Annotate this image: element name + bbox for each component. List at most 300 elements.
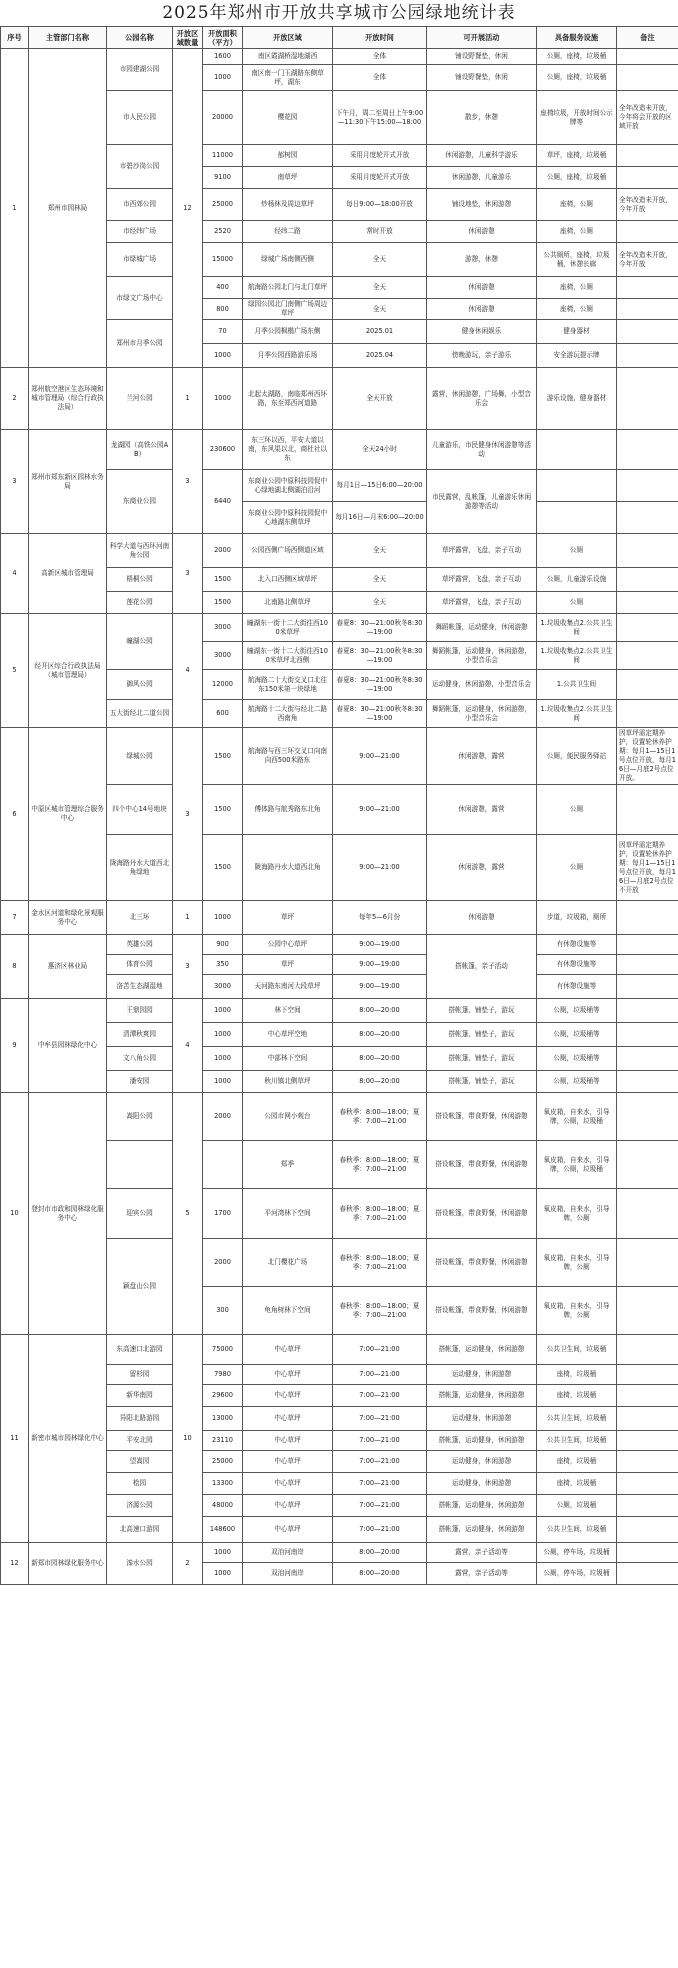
park-name: 新华南园 — [107, 1385, 173, 1407]
open-area: 1500 — [203, 835, 243, 901]
open-hours: 7:00—21:00 — [333, 1431, 427, 1451]
open-hours: 全体 — [333, 49, 427, 65]
open-area: 1500 — [203, 728, 243, 785]
remarks — [617, 1495, 678, 1517]
remarks — [617, 1287, 678, 1335]
remarks — [617, 502, 678, 534]
park-name: 北三环 — [107, 901, 173, 935]
service-facilities: 公厕 — [537, 785, 617, 835]
open-hours: 每月1日—15日6:00—20:00 — [333, 470, 427, 502]
park-statistics-table — [0, 26, 678, 1585]
remarks — [617, 1431, 678, 1451]
department-name: 新郑市园林绿化服务中心 — [29, 1543, 107, 1585]
activities: 休闲游憩 — [427, 299, 537, 320]
activities: 搭帐篷，运动健身，休闲游憩 — [427, 1517, 537, 1543]
remarks — [617, 1517, 678, 1543]
service-facilities: 公厕，停车场，垃圾桶 — [537, 1563, 617, 1585]
service-facilities: 草坪，座椅，垃圾桶 — [537, 145, 617, 167]
remarks — [617, 534, 678, 568]
open-hours: 每年5—6月份 — [333, 901, 427, 935]
open-region: 林下空间 — [243, 999, 333, 1023]
open-hours: 春夏8：30—21:00秋冬8:30—19:00 — [333, 642, 427, 670]
open-area: 20000 — [203, 91, 243, 145]
open-region: 月季公园西路游乐场 — [243, 344, 333, 368]
remarks — [617, 299, 678, 320]
open-hours: 8:00—20:00 — [333, 1023, 427, 1047]
open-region: 航海路与西三环交叉口向南向西500米路东 — [243, 728, 333, 785]
open-area — [203, 1141, 243, 1189]
open-region: 龟角树林下空间 — [243, 1287, 333, 1335]
service-facilities: 公厕 — [537, 592, 617, 614]
activities: 露营，休闲游憩，广场舞，小型音乐会 — [427, 368, 537, 430]
open-area: 2000 — [203, 1093, 243, 1141]
remarks — [617, 430, 678, 470]
department-name: 中牟县园林绿化中心 — [29, 999, 107, 1093]
activities: 休闲游憩，露营 — [427, 835, 537, 901]
open-area: 13300 — [203, 1473, 243, 1495]
service-facilities: 氧皮箱，自来水，引导牌，公厕 — [537, 1239, 617, 1287]
open-area: 2000 — [203, 534, 243, 568]
park-name: 四个中心14号地块 — [107, 785, 173, 835]
region-count: 10 — [173, 1335, 203, 1543]
activities: 露营，亲子活动等 — [427, 1543, 537, 1563]
open-region: 中部林下空间 — [243, 1047, 333, 1071]
open-hours: 7:00—21:00 — [333, 1451, 427, 1473]
service-facilities: 座椅，垃圾桶 — [537, 1385, 617, 1407]
open-region: 中心草坪 — [243, 1407, 333, 1431]
park-name: 体育公园 — [107, 955, 173, 975]
activities: 舞蹈帐篷，运动健身，休闲游憩 — [427, 614, 537, 642]
open-region: 中心草坪 — [243, 1335, 333, 1365]
open-area: 1000 — [203, 1023, 243, 1047]
open-region: 公园西侧广场西侧道区域 — [243, 534, 333, 568]
park-name: 御风公园 — [107, 670, 173, 700]
remarks — [617, 221, 678, 243]
remarks — [617, 1385, 678, 1407]
park-name: 清潭秋爽园 — [107, 1023, 173, 1047]
remarks — [617, 935, 678, 955]
service-facilities: 游乐设施，健身器材 — [537, 368, 617, 430]
open-area: 300 — [203, 1287, 243, 1335]
page-title: 2025年郑州市开放共享城市公园绿地统计表 — [162, 3, 516, 23]
open-hours: 每月16日—月末6:00—20:00 — [333, 502, 427, 534]
open-area: 9100 — [203, 167, 243, 189]
table-row — [1, 368, 678, 430]
open-region: 中心草坪 — [243, 1451, 333, 1473]
activities: 健身休闲娱乐 — [427, 320, 537, 344]
row-index: 9 — [1, 999, 29, 1093]
open-region: 秋川镇北侧草坪 — [243, 1071, 333, 1093]
activities: 休闲游憩 — [427, 221, 537, 243]
activities: 休闲游憩，儿童游乐 — [427, 167, 537, 189]
open-hours: 全天 — [333, 592, 427, 614]
park-name: 济源公园 — [107, 1495, 173, 1517]
open-area: 25000 — [203, 1451, 243, 1473]
park-name: 市经纬广场 — [107, 221, 173, 243]
activities: 傍晚游玩，亲子游乐 — [427, 344, 537, 368]
park-name: 英雄公园 — [107, 935, 173, 955]
region-count: 5 — [173, 1093, 203, 1335]
open-area: 3000 — [203, 975, 243, 999]
open-area: 1500 — [203, 568, 243, 592]
remarks — [617, 642, 678, 670]
park-name: 北高速口游园 — [107, 1517, 173, 1543]
region-count: 3 — [173, 728, 203, 901]
open-region: 傅体路与航秀路东北角 — [243, 785, 333, 835]
open-region: 经纬二路 — [243, 221, 333, 243]
open-area: 1000 — [203, 344, 243, 368]
service-facilities — [537, 502, 617, 534]
activities: 草坪露营，飞盘，亲子互动 — [427, 592, 537, 614]
open-region: 南区南一门玉湖路东侧草坪，湖东 — [243, 65, 333, 91]
service-facilities: 步道，垃圾箱，厕所 — [537, 901, 617, 935]
activities: 搭帐篷，铺垫子，游玩 — [427, 1047, 537, 1071]
remarks: 全年改造未开放，今年开放 — [617, 243, 678, 277]
open-region: 南区霞湖桥湿地湖西 — [243, 49, 333, 65]
open-area: 48000 — [203, 1495, 243, 1517]
park-name: 桧园 — [107, 1473, 173, 1495]
park-name: 兰河公园 — [107, 368, 173, 430]
open-hours: 全天 — [333, 277, 427, 299]
service-facilities: 安全游玩提示牌 — [537, 344, 617, 368]
park-name: 市人民公园 — [107, 91, 173, 145]
activities: 休闲游憩，儿童科学游乐 — [427, 145, 537, 167]
open-area: 12000 — [203, 670, 243, 700]
service-facilities: 氧皮箱，自来水，引导牌，公厕 — [537, 1189, 617, 1239]
open-area: 1000 — [203, 1071, 243, 1093]
park-name: 市碧沙岗公园 — [107, 145, 173, 189]
remarks — [617, 1093, 678, 1141]
service-facilities — [537, 470, 617, 502]
activities: 休闲游憩，露营 — [427, 728, 537, 785]
park-name: 王鼎园园 — [107, 999, 173, 1023]
remarks — [617, 700, 678, 728]
region-count: 1 — [173, 368, 203, 430]
open-region: 樱花园 — [243, 91, 333, 145]
remarks — [617, 1239, 678, 1287]
activities: 搭帐篷，铺垫子，游玩 — [427, 1071, 537, 1093]
open-area: 70 — [203, 320, 243, 344]
open-region: 公园中心草坪 — [243, 935, 333, 955]
department-name: 金水区河道和绿化景观服务中心 — [29, 901, 107, 935]
header-col-hours: 开放时间 — [333, 27, 427, 49]
open-hours: 全天 — [333, 299, 427, 320]
activities: 铺设地垫，休闲游憩 — [427, 189, 537, 221]
open-area: 1000 — [203, 368, 243, 430]
open-region: 北门樱花广场 — [243, 1239, 333, 1287]
header-col-region: 开放区域 — [243, 27, 333, 49]
remarks — [617, 167, 678, 189]
table-row — [1, 614, 678, 642]
open-region: 炒杨林及周边草坪 — [243, 189, 333, 221]
row-index: 7 — [1, 901, 29, 935]
open-hours: 9:00—21:00 — [333, 728, 427, 785]
department-name: 登封市市政和园林绿化服务中心 — [29, 1093, 107, 1335]
service-facilities: 座椅，公厕 — [537, 299, 617, 320]
open-region: 绿园公园北门南侧广场周边草坪 — [243, 299, 333, 320]
activities: 散步，休憩 — [427, 91, 537, 145]
open-hours: 7:00—21:00 — [333, 1335, 427, 1365]
row-index: 4 — [1, 534, 29, 614]
remarks — [617, 1407, 678, 1431]
park-name: 莲花公园 — [107, 592, 173, 614]
service-facilities: 有休憩设施等 — [537, 955, 617, 975]
open-area: 1500 — [203, 592, 243, 614]
open-hours: 春秋季：8:00—18:00；夏季：7:00—21:00 — [333, 1093, 427, 1141]
service-facilities: 氧皮箱，自来水，引导牌，公厕，垃圾桶 — [537, 1093, 617, 1141]
table-row — [1, 1335, 678, 1365]
open-region: 瞳湖东一街十二大街往西100米草坪 — [243, 614, 333, 642]
activities: 搭设帐篷，带食野餐，休闲游憩 — [427, 1239, 537, 1287]
row-index: 3 — [1, 430, 29, 534]
header-col-area: 开放面积（平方） — [203, 27, 243, 49]
remarks — [617, 1543, 678, 1563]
open-hours: 8:00—20:00 — [333, 1047, 427, 1071]
activities: 游憩，休憩 — [427, 243, 537, 277]
remarks — [617, 1023, 678, 1047]
service-facilities: 公共卫生间，垃圾桶 — [537, 1407, 617, 1431]
activities: 搭帐篷，铺垫子，游玩 — [427, 1023, 537, 1047]
remarks — [617, 145, 678, 167]
region-count: 1 — [173, 901, 203, 935]
open-hours: 7:00—21:00 — [333, 1517, 427, 1543]
activities: 搭设帐篷，带食野餐，休闲游憩 — [427, 1093, 537, 1141]
open-hours: 8:00—20:00 — [333, 999, 427, 1023]
open-region: 中心草坪空地 — [243, 1023, 333, 1047]
open-hours: 采用月度轮开式开放 — [333, 167, 427, 189]
department-name: 郑州航空港区生态环境和城市管理局（综合行政执法局） — [29, 368, 107, 430]
service-facilities: 1.垃圾收集点2.公共卫生间 — [537, 642, 617, 670]
open-area: 7980 — [203, 1365, 243, 1385]
remarks — [617, 1473, 678, 1495]
open-region: 双洎河南岸 — [243, 1543, 333, 1563]
open-area: 25000 — [203, 189, 243, 221]
activities: 铺设野餐垫，休闲 — [427, 65, 537, 91]
park-name: 瞳湖公园 — [107, 614, 173, 670]
open-region: 中心草坪 — [243, 1495, 333, 1517]
park-name: 溱水公园 — [107, 1543, 173, 1585]
open-region: 草坪 — [243, 901, 333, 935]
open-region: 北南路北侧草坪 — [243, 592, 333, 614]
table-row — [1, 728, 678, 785]
open-area: 1000 — [203, 1563, 243, 1585]
open-region: 北入口西侧区域草坪 — [243, 568, 333, 592]
activities: 搭帐篷，亲子活动 — [427, 935, 537, 999]
open-area: 1000 — [203, 65, 243, 91]
open-hours: 春秋季：8:00—18:00；夏季：7:00—21:00 — [333, 1239, 427, 1287]
activities: 儿童游乐，市民健身休闲游憩等活动 — [427, 430, 537, 470]
park-name: 五大街经北二道公园 — [107, 700, 173, 728]
park-name: 嵩阳公园 — [107, 1093, 173, 1141]
open-region: 南草坪 — [243, 167, 333, 189]
service-facilities: 1.公共卫生间 — [537, 670, 617, 700]
open-hours: 春夏8：30—21:00秋冬8:30—19:00 — [333, 700, 427, 728]
remarks — [617, 1071, 678, 1093]
service-facilities: 座椅，公厕 — [537, 277, 617, 299]
open-hours: 春夏8：30—21:00秋冬8:30—19:00 — [333, 670, 427, 700]
remarks — [617, 901, 678, 935]
service-facilities: 公厕，垃圾桶 — [537, 1495, 617, 1517]
open-area: 6440 — [203, 470, 243, 534]
row-index: 10 — [1, 1093, 29, 1335]
service-facilities: 座椅，公厕 — [537, 189, 617, 221]
open-region: 中心草坪 — [243, 1431, 333, 1451]
row-index: 1 — [1, 49, 29, 368]
open-area: 1000 — [203, 999, 243, 1023]
activities: 休闲游憩，露营 — [427, 785, 537, 835]
open-area: 3000 — [203, 614, 243, 642]
header-row — [1, 27, 678, 49]
open-area: 900 — [203, 935, 243, 955]
park-name: 龙湖园（高铁公园AB） — [107, 430, 173, 470]
service-facilities: 氧皮箱，自来水，引导牌，公厕，垃圾桶 — [537, 1141, 617, 1189]
service-facilities: 公厕，座椅，垃圾桶 — [537, 167, 617, 189]
service-facilities: 座椅，垃圾桶 — [537, 1473, 617, 1495]
open-region: 月季公园枫楷广场东侧 — [243, 320, 333, 344]
park-name: 迎宾公园 — [107, 1189, 173, 1239]
open-area: 1000 — [203, 1047, 243, 1071]
row-index: 2 — [1, 368, 29, 430]
park-name: 科学大道与西环河南角公园 — [107, 534, 173, 568]
park-name: 颖盘山公园 — [107, 1239, 173, 1335]
open-area: 13000 — [203, 1407, 243, 1431]
open-area: 350 — [203, 955, 243, 975]
remarks — [617, 368, 678, 430]
service-facilities: 公厕，垃圾桶等 — [537, 1023, 617, 1047]
table-row — [1, 49, 678, 65]
open-area: 2000 — [203, 1239, 243, 1287]
service-facilities: 公共卫生间，垃圾桶 — [537, 1431, 617, 1451]
department-name: 新密市城市园林绿化中心 — [29, 1335, 107, 1543]
department-name: 高新区城市管理局 — [29, 534, 107, 614]
open-region: 中心草坪 — [243, 1365, 333, 1385]
park-name: 陇海路丹水大道西北角绿地 — [107, 835, 173, 901]
remarks — [617, 785, 678, 835]
service-facilities: 公厕，停车场，垃圾桶 — [537, 1543, 617, 1563]
activities: 搭帐篷，运动健身，休闲游憩 — [427, 1495, 537, 1517]
open-hours: 7:00—21:00 — [333, 1385, 427, 1407]
region-count: 12 — [173, 49, 203, 368]
service-facilities: 公厕，座椅，垃圾桶 — [537, 49, 617, 65]
header-col-region-count: 开放区域数量 — [173, 27, 203, 49]
open-region: 中心草坪 — [243, 1473, 333, 1495]
open-hours: 下午月，周二至周日上午9:00—11:30下午15:00—18:00 — [333, 91, 427, 145]
remarks — [617, 277, 678, 299]
activities: 运动健身，休闲游憩 — [427, 1365, 537, 1385]
department-name: 中原区城市管理综合服务中心 — [29, 728, 107, 901]
row-index: 12 — [1, 1543, 29, 1585]
header-col-department: 主管部门名称 — [29, 27, 107, 49]
remarks — [617, 975, 678, 999]
open-hours: 7:00—21:00 — [333, 1407, 427, 1431]
service-facilities: 座椅，公厕 — [537, 221, 617, 243]
remarks — [617, 344, 678, 368]
open-region: 东三环以西，平安大道以南，东风渠以北，商杜社以东 — [243, 430, 333, 470]
table-row — [1, 1093, 678, 1141]
open-area: 230600 — [203, 430, 243, 470]
park-name: 市园建湖公园 — [107, 49, 173, 91]
open-area: 1500 — [203, 785, 243, 835]
remarks — [617, 592, 678, 614]
park-name: 东高速口北游园 — [107, 1335, 173, 1365]
remarks — [617, 670, 678, 700]
park-name: 潘安园 — [107, 1071, 173, 1093]
open-hours: 春夏8：30—21:00秋冬8:30—19:00 — [333, 614, 427, 642]
service-facilities: 公共厕所，座椅，垃圾桶，休憩长廊 — [537, 243, 617, 277]
park-name: 市西郊公园 — [107, 189, 173, 221]
open-region: 公园市网小观台 — [243, 1093, 333, 1141]
open-area: 1000 — [203, 1543, 243, 1563]
header-col-notes: 备注 — [617, 27, 678, 49]
open-area: 2520 — [203, 221, 243, 243]
header-col-index: 序号 — [1, 27, 29, 49]
open-hours: 全体 — [333, 65, 427, 91]
activities: 铺设野餐垫，休闲 — [427, 49, 537, 65]
open-area: 800 — [203, 299, 243, 320]
open-hours: 采用月度轮开式开放 — [333, 145, 427, 167]
open-region: 东商业公园中原科技园促中心绿地湖北侧湖泊沿河 — [243, 470, 333, 502]
activities: 运动健身，休闲游憩，小型音乐会 — [427, 670, 537, 700]
open-hours: 9:00—19:00 — [333, 935, 427, 955]
activities: 搭设帐篷，带食野餐，休闲游憩 — [427, 1141, 537, 1189]
open-hours: 7:00—21:00 — [333, 1365, 427, 1385]
table-row — [1, 999, 678, 1023]
activities: 休闲游憩 — [427, 277, 537, 299]
remarks — [617, 49, 678, 65]
table-row — [1, 430, 678, 470]
service-facilities: 公厕，儿童游乐设施 — [537, 568, 617, 592]
park-name: 文八角公园 — [107, 1047, 173, 1071]
activities: 运动健身，休闲游憩 — [427, 1473, 537, 1495]
open-region: 郑季 — [243, 1141, 333, 1189]
park-name: 异阳北路游园 — [107, 1407, 173, 1431]
service-facilities: 健身器材 — [537, 320, 617, 344]
activities: 草坪露营，飞盘，亲子互动 — [427, 534, 537, 568]
department-name: 郑州市郑东新区园林水务局 — [29, 430, 107, 534]
table-row — [1, 534, 678, 568]
open-region: 航海路十二大街与经北二路西南角 — [243, 700, 333, 728]
remarks — [617, 614, 678, 642]
open-area: 1700 — [203, 1189, 243, 1239]
service-facilities: 公厕，便民服务驿站 — [537, 728, 617, 785]
park-name: 郑州市月季公园 — [107, 320, 173, 368]
remarks — [617, 1189, 678, 1239]
activities: 搭设帐篷，带食野餐，休闲游憩 — [427, 1189, 537, 1239]
region-count: 4 — [173, 614, 203, 728]
open-area: 400 — [203, 277, 243, 299]
open-hours: 8:00—20:00 — [333, 1563, 427, 1585]
open-region: 中心草坪 — [243, 1517, 333, 1543]
park-name: 望嵩园 — [107, 1451, 173, 1473]
table-row — [1, 901, 678, 935]
service-facilities: 公共卫生间，垃圾桶 — [537, 1517, 617, 1543]
table-row — [1, 1543, 678, 1563]
service-facilities: 1.垃圾收集点2.公共卫生间 — [537, 614, 617, 642]
open-area: 75000 — [203, 1335, 243, 1365]
open-hours: 全天24小时 — [333, 430, 427, 470]
service-facilities: 氧皮箱，自来水，引导牌，公厕 — [537, 1287, 617, 1335]
open-hours: 9:00—19:00 — [333, 955, 427, 975]
activities: 草坪露营，飞盘，亲子互动 — [427, 568, 537, 592]
open-region: 东商业公园中原科技园促中心地湖东侧草坪 — [243, 502, 333, 534]
open-hours: 春秋季：8:00—18:00；夏季：7:00—21:00 — [333, 1189, 427, 1239]
department-name: 郑州市园林局 — [29, 49, 107, 368]
open-hours: 7:00—21:00 — [333, 1473, 427, 1495]
remarks — [617, 999, 678, 1023]
open-hours: 每日9:00—18:00开放 — [333, 189, 427, 221]
department-name: 惠济区林业局 — [29, 935, 107, 999]
service-facilities: 公厕 — [537, 534, 617, 568]
